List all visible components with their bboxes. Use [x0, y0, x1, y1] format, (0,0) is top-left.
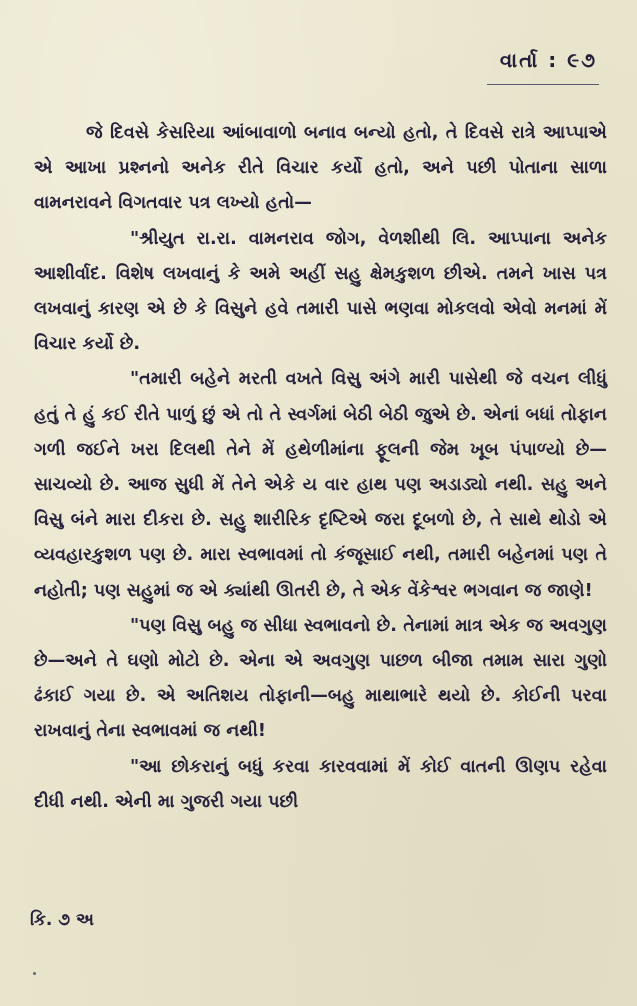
paragraph-letter-greeting: "શ્રીયુત રા.રા. વામનરાવ જોગ, વેળશીથી લિ. આપ્પાના અનેક આશીર્વાદ. વિશેષ લખવાનું કે અમે અહીં સહુ ક્ષેમકુશળ છીએ. તમને ખાસ પત્ર લખવાનું કારણ એ છે કે વિસુને હવે તમારી પાસે ભણવા મોકલવો એવો મનમાં મેં વિચાર કર્યો છે. [34, 228, 607, 355]
running-head-underline [487, 84, 599, 85]
paper-speck [33, 972, 36, 975]
running-head: વાર્તા : ૯૭ [499, 48, 597, 72]
body-text [34, 116, 607, 820]
paragraph-letter-promise: "તમારી બહેને મરતી વખતે વિસુ અંગે મારી પાસેથી જે વચન લીધું હતું તે હું કઈ રીતે પાળું છું એ તો તે સ્વર્ગમાં બેઠી બેઠી જુએ છે. એનાં બધાં તોફાન ગળી જઈને ખરા દિલથી તેને મેં હથેળીમાંના ફૂલની જેમ ખૂબ પંપાળ્યો છે—સાચવ્યો છે. આજ સુધી મેં તેને એકે ય વાર હાથ પણ અડાડ્યો નથી. સહુ અને વિસુ બંને મારા દીકરા છે. સહુ શારીરિક દૃષ્ટિએ જરા દૂબળો છે, તે સાથે થોડો એ વ્યવહારકુશળ પણ છે. મારા સ્વભાવમાં તો કંજૂસાઈ નથી, તમારી બહેનમાં પણ તે નહોતી; પણ સહુમાં જ એ ક્યાંથી ઊતરી છે, તે એક વેંકેશ્વર ભગવાન જ જાણે! [34, 369, 607, 601]
paragraph-letter-visu: "પણ વિસુ બહુ જ સીધા સ્વભાવનો છે. તેનામાં માત્ર એક જ અવગુણ છે—અને તે ઘણો મોટો છે. એના એ અવગુણ પાછળ બીજા તમામ સારા ગુણો ઢંકાઈ ગયા છે. એ અતિશય તોફાની—બહુ માથાભારે થયો છે. કોઈની પરવા રાખવાનું તેના સ્વભાવમાં જ નથી! [34, 615, 607, 742]
paragraph-letter-upbringing: "આ છોકરાનું બધું કરવા કારવવામાં મેં કોઈ વાતની ઊણપ રહેવા દીધી નથી. એની મા ગુજરી ગયા પછી [34, 756, 607, 812]
printer-signature-mark: કિ. ૭ અ [30, 910, 94, 930]
paragraph-intro: જે દિવસે કેસરિયા આંબાવાળો બનાવ બન્યો હતો, તે દિવસે રાત્રે આપ્પાએ એ આખા પ્રશ્નનો અનેક રીતે વિચાર કર્યો હતો, અને પછી પોતાના સાળા વામનરાવને વિગતવાર પત્ર લખ્યો હતો— [34, 123, 607, 214]
